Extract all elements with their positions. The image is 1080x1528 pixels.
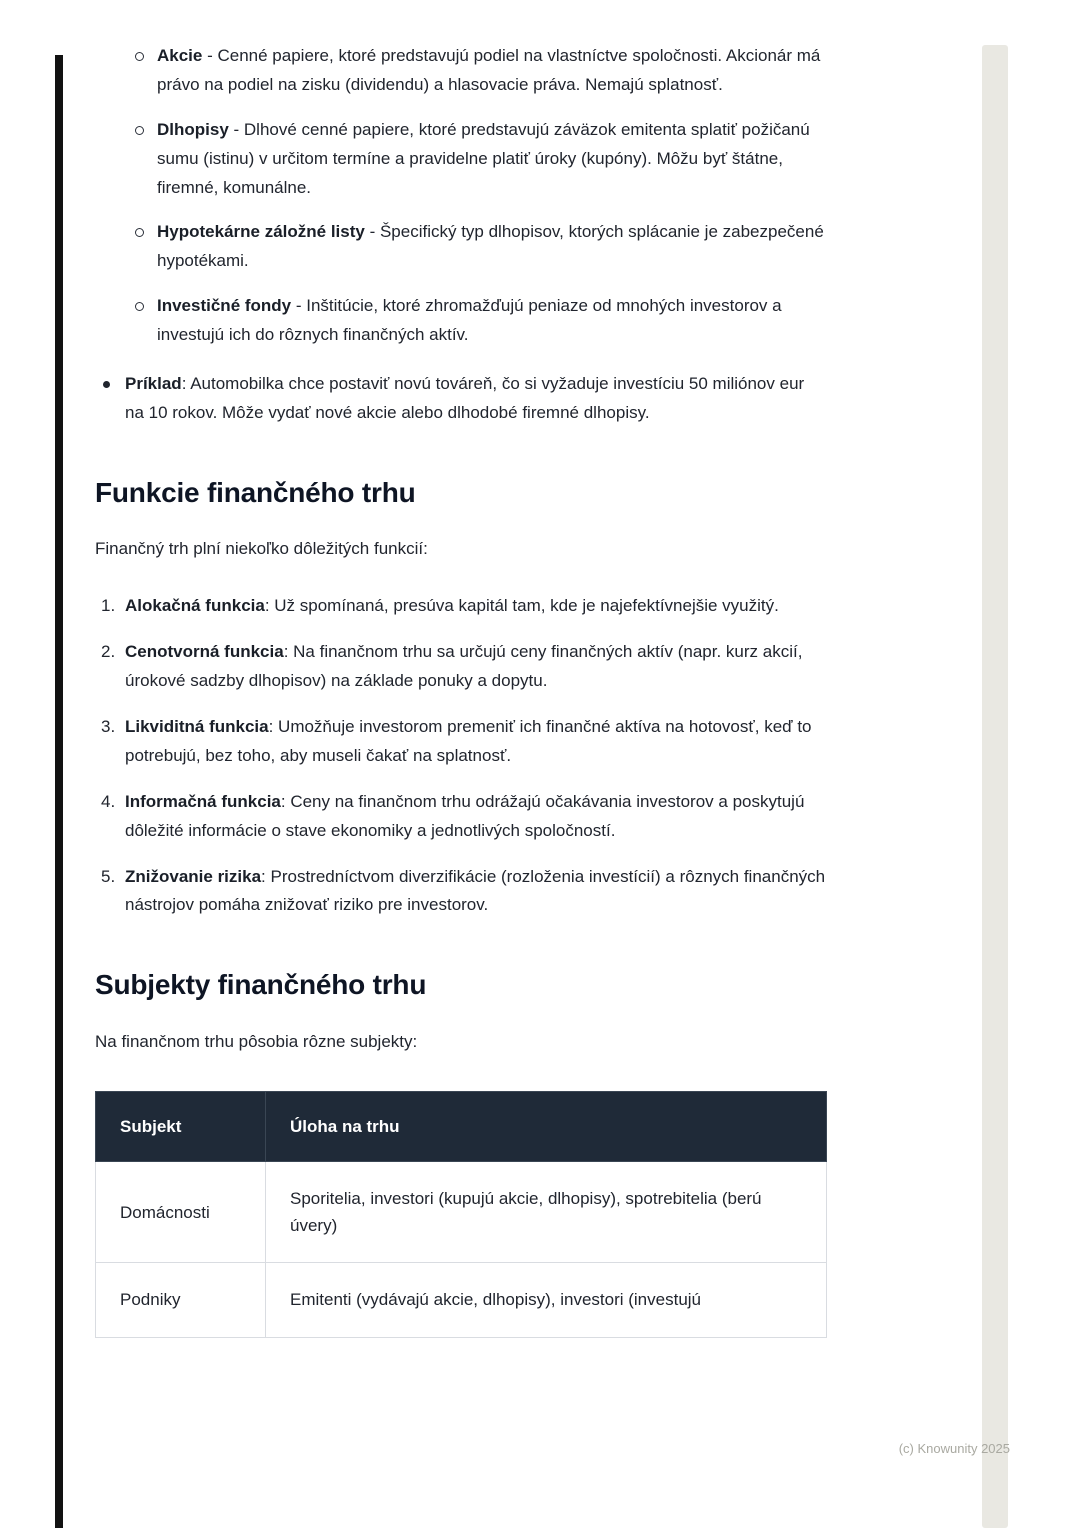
scrollbar-track[interactable] [982,45,1008,1528]
item-text: : Prostredníctvom diverzifikácie (rozloženia investícií) a rôznych finančných nástrojov pomáha znižovať riziko pre investorov. [125,866,826,915]
list-item-akcie [95,42,827,100]
ordered-item-alokacna [95,592,827,621]
item-term: Likviditná funkcia [125,716,269,736]
list-number: 2. [101,642,116,662]
table-cell-subject: Domácnosti [96,1161,266,1262]
ordered-item-znizovanie-rizika [95,863,827,921]
table-cell-role: Emitenti (vydávajú akcie, dlhopisy), investori (investujú [266,1263,827,1337]
table-cell-subject: Podniky [96,1263,266,1337]
list-item-hypotekarne-listy [95,218,827,276]
item-term: Znižovanie rizika [125,866,262,886]
heading-funkcie-financneho-trhu: Funkcie finančného trhu [95,476,416,508]
disc-bullet-icon [103,381,110,388]
table-header-row [96,1091,827,1161]
list-item-priklad [95,370,827,428]
item-text: : Ceny na finančnom trhu odrážajú očakávania investorov a poskytujú dôležité informácie o stave ekonomiky a jednotlivých spoločností. [125,791,805,840]
section-intro: Finančný trh plní niekoľko dôležitých funkcií: [95,539,428,559]
bullet-term: Akcie [157,46,203,65]
item-term: Informačná funkcia [125,791,281,811]
bullet-text: - Inštitúcie, ktoré zhromažďujú peniaze od mnohých investorov a investujú ich do rôznych finančných aktív. [157,296,782,345]
list-number: 3. [101,716,116,736]
bullet-term: Príklad [125,374,182,394]
item-text: : Na finančnom trhu sa určujú ceny finančných aktív (napr. kurz akcií, úrokové sadzby dlhopisov) na základe ponuky a dopytu. [125,642,803,691]
heading-subjekty-financneho-trhu: Subjekty finančného trhu [95,969,427,1001]
table-row-podniky [96,1263,827,1337]
list-number: 1. [101,596,116,616]
bullet-text: - Špecifický typ dlhopisov, ktorých splácanie je zabezpečené hypotékami. [157,222,824,271]
list-number: 5. [101,866,116,886]
ordered-item-likviditna [95,713,827,771]
item-text: : Umožňuje investorom premeniť ich finančné aktíva na hotovosť, keď to potrebujú, bez toho, aby museli čakať na splatnosť. [125,716,812,765]
subjects-table [95,1091,827,1338]
example-list [95,370,827,428]
list-item-investicne-fondy [95,292,827,350]
document-content [95,42,827,1338]
circle-bullet-icon [135,228,144,237]
item-text: : Už spomínaná, presúva kapitál tam, kde je najefektívnejšie využitý. [264,596,779,616]
table-row-domacnosti [96,1161,827,1262]
bullet-text: : Automobilka chce postaviť novú továreň, čo si vyžaduje investíciu 50 miliónov eur na 10 rokov. Môže vydať nové akcie alebo dlhodobé firemné dlhopisy. [125,374,805,422]
item-term: Cenotvorná funkcia [125,642,284,662]
list-item-dlhopisy [95,116,827,203]
table-header-cell-uloha: Úloha na trhu [266,1091,827,1161]
functions-ordered-list [95,592,827,920]
bullet-text: - Cenné papiere, ktoré predstavujú podiel na vlastníctve spoločnosti. Akcionár má právo na podiel na zisku (dividendu) a hlasovacie práva. Nemajú splatnosť. [157,46,821,94]
table-header-cell-subjekt: Subjekt [96,1091,266,1161]
list-number: 4. [101,791,116,811]
watermark-text: (c) Knowunity 2025 [898,1441,1010,1456]
ordered-item-cenotvorna [95,638,827,696]
ordered-item-informacna [95,788,827,846]
circle-bullet-icon [135,126,144,135]
item-term: Alokačná funkcia [125,596,265,616]
bullet-text: - Dlhové cenné papiere, ktoré predstavujú záväzok emitenta splatiť požičanú sumu (istinu) v určitom termíne a pravidelne platiť úroky (kupóny). Môžu byť štátne, firemné, komunálne. [157,119,810,197]
table-cell-role: Sporitelia, investori (kupujú akcie, dlhopisy), spotrebitelia (berú úvery) [266,1161,827,1262]
circle-bullet-icon [135,302,144,311]
page-left-border [55,55,63,1528]
bullet-term: Dlhopisy [157,119,229,139]
securities-sublist [95,42,827,350]
bullet-term: Hypotekárne záložné listy [157,222,365,242]
circle-bullet-icon [135,52,144,61]
section-intro: Na finančnom trhu pôsobia rôzne subjekty: [95,1031,418,1051]
bullet-term: Investičné fondy [157,296,292,316]
